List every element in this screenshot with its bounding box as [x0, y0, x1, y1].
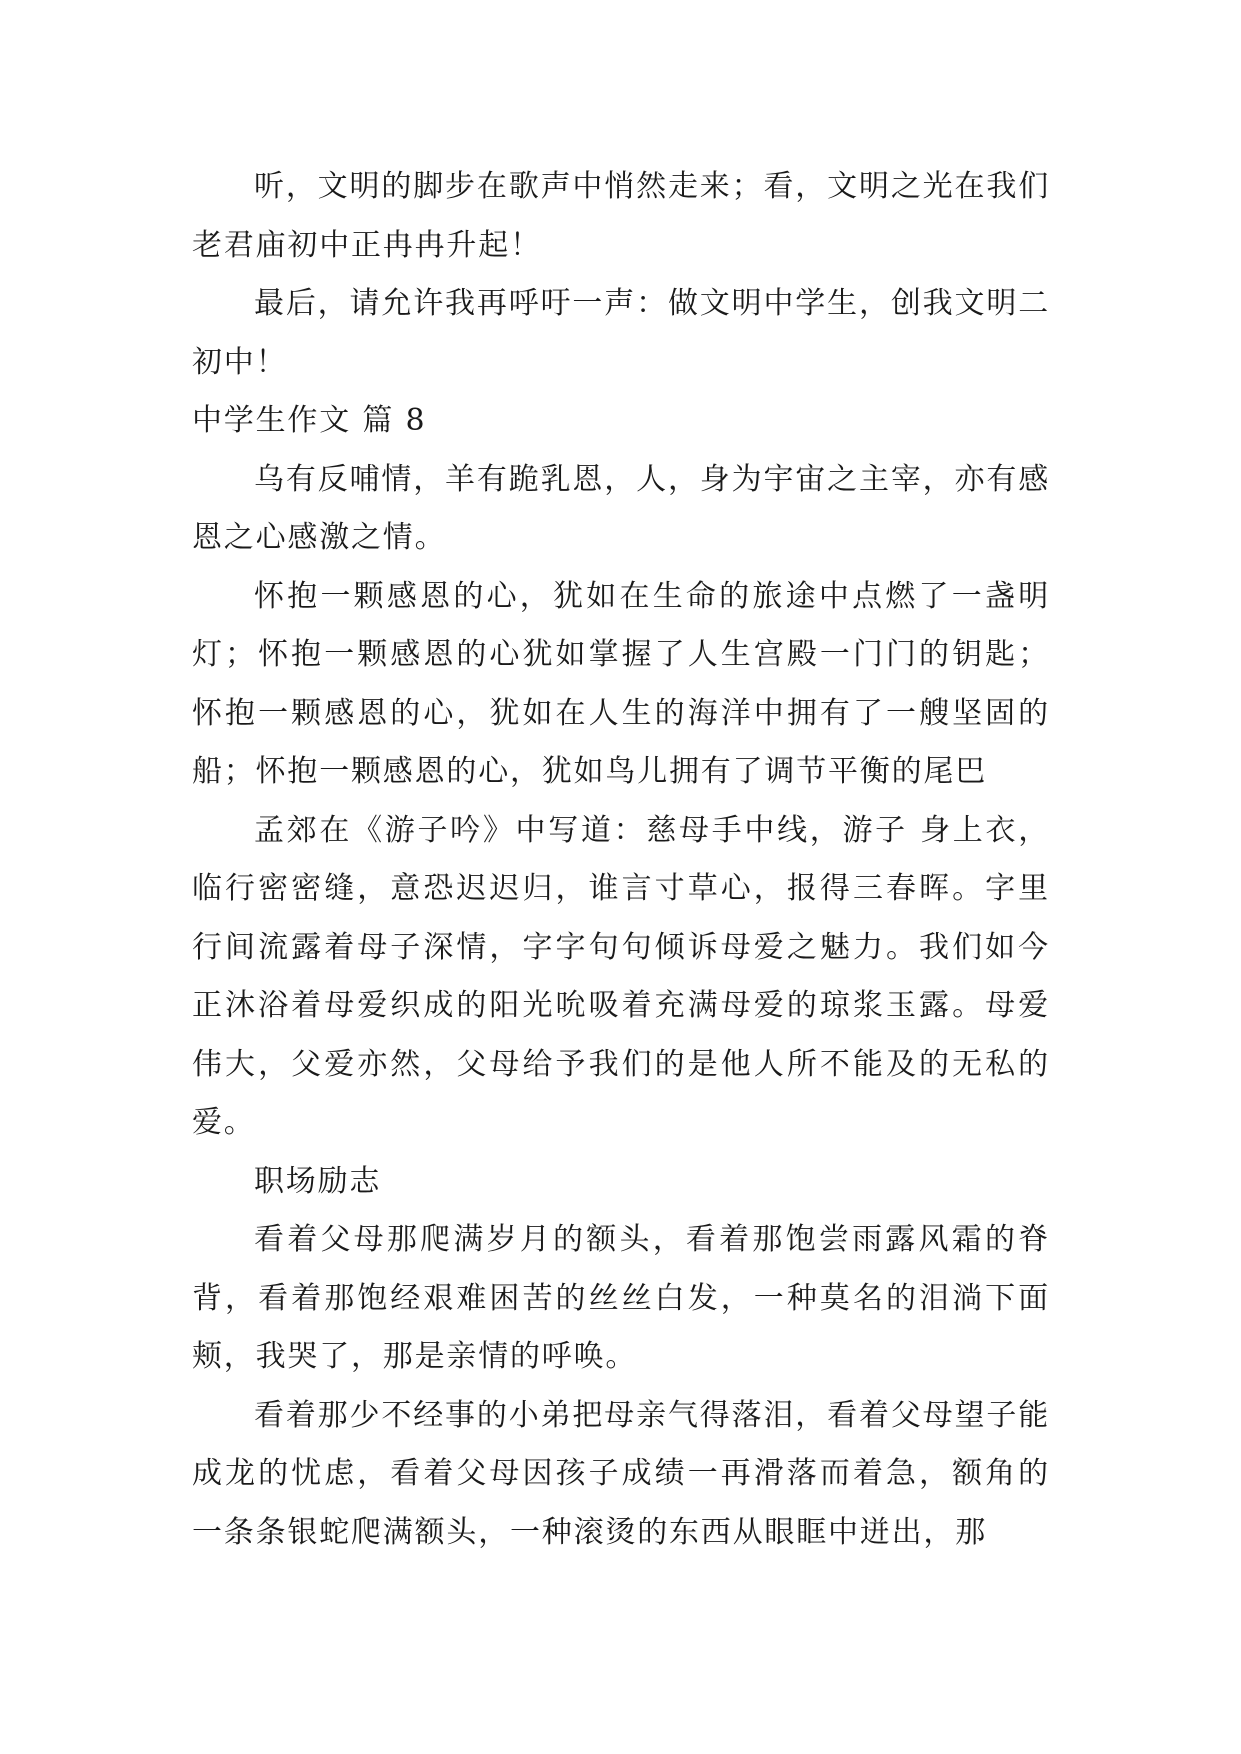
- section-paragraph-5: 看着父母那爬满岁月的额头，看着那饱尝雨露风霜的脊背，看着那饱经艰难困苦的丝丝白发，一种莫名的泪淌下面颊，我哭了，那是亲情的呼唤。: [192, 1222, 1050, 1374]
- section-paragraph-6: 看着那少不经事的小弟把母亲气得落泪，看着父母望子能成龙的忧虑，看着父母因孩子成绩一再滑落而着急，额角的一条条银蛇爬满额头，一种滚烫的东西从眼眶中迸出，那: [192, 1397, 1050, 1550]
- section-paragraph-1: 乌有反哺情，羊有跪乳恩，人，身为宇宙之主宰，亦有感恩之心感激之情。: [192, 461, 1050, 555]
- document-body: [192, 158, 1050, 1562]
- paragraph-2: 最后，请允许我再呼吁一声：做文明中学生，创我文明二初中！: [192, 286, 1050, 380]
- section-heading: 中学生作文 篇 8: [192, 403, 427, 438]
- section-paragraph-2: 怀抱一颗感恩的心，犹如在生命的旅途中点燃了一盏明灯；怀抱一颗感恩的心犹如掌握了人生宫殿一门门的钥匙；怀抱一颗感恩的心，犹如在人生的海洋中拥有了一艘坚固的船；怀抱一颗感恩的心，犹如鸟儿拥有了调节平衡的尾巴: [192, 578, 1050, 789]
- paragraph-1: 听，文明的脚步在歌声中悄然走来；看，文明之光在我们老君庙初中正冉冉升起！: [192, 169, 1050, 263]
- section-paragraph-4: 职场励志: [254, 1163, 382, 1199]
- section-paragraph-3: 孟郊在《游子吟》中写道：慈母手中线，游子 身上衣，临行密密缝，意恐迟迟归，谁言寸草心，报得三春晖。字里行间流露着母子深情，字字句句倾诉母爱之魅力。我们如今正沐浴着母爱织成的阳光吮吸着充满母爱的琼浆玉露。母爱伟大，父爱亦然，父母给予我们的是他人所不能及的无私的爱。: [192, 812, 1050, 1140]
